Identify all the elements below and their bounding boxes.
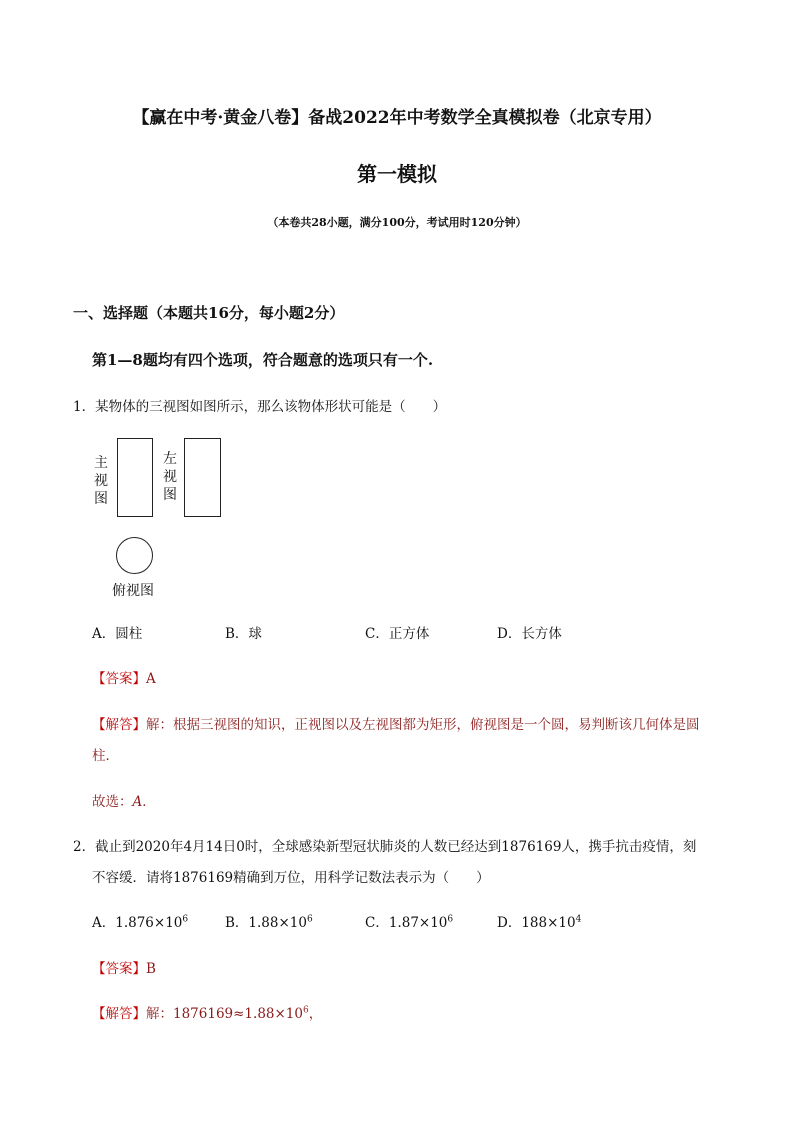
section-instruction: 第1—8题均有四个选项，符合题意的选项只有一个. (92, 351, 434, 369)
q2-answer (92, 957, 156, 977)
q2-explain-expr: 1876169≈1.88×10 (173, 1006, 303, 1022)
q1-conclusion (92, 790, 156, 810)
q1-conclusion-suffix: ． (142, 794, 156, 810)
q2-option-b-mantissa: 1.88×10 (248, 915, 307, 931)
q2-explain-tag: 【解答】 (92, 1006, 146, 1022)
q2-explain-exp: 6 (302, 1005, 309, 1016)
q2-option-d-exp: 4 (575, 914, 582, 925)
q2-answer-tag: 【答案】 (92, 961, 146, 977)
q1-explain-line1 (92, 713, 700, 733)
q1-conclusion-value: A (132, 794, 143, 810)
q1-answer-value: A (146, 671, 156, 687)
q2-stem-line2: 不容缓．请将1876169精确到万位，用科学记数法表示为（ ） (92, 870, 490, 886)
q2-option-c-mantissa: 1.87×10 (388, 915, 448, 931)
q1-stem: 1．某物体的三视图如图所示，那么该物体形状可能是（ ） (73, 399, 447, 415)
q2-answer-value: B (146, 961, 156, 977)
q2-explain (92, 1002, 322, 1022)
q2-option-a (92, 911, 188, 931)
q2-option-c (365, 911, 453, 931)
q1-explain-tag: 【解答】 (92, 717, 146, 733)
q2-option-d-prefix: D． (497, 915, 522, 931)
q2-option-d (497, 911, 581, 931)
section-heading: 一、选择题（本题共16分，每小题2分） (73, 304, 345, 322)
q1-option-d: D．长方体 (497, 626, 562, 642)
q2-stem-line1: 2．截止到2020年4月14日0时，全球感染新型冠状肺炎的人数已经达到1876169人，携手抗击疫情，刻 (73, 839, 697, 855)
exam-title: 【赢在中考·黄金八卷】备战2022年中考数学全真模拟卷（北京专用） (132, 108, 662, 128)
side-view-label: 左视图 (163, 451, 177, 503)
q2-option-b (225, 911, 313, 931)
q1-explain-line2: 柱． (92, 748, 119, 764)
q2-option-a-prefix: A． (92, 915, 116, 931)
q1-answer-tag: 【答案】 (92, 671, 146, 687)
side-view-rect (184, 438, 221, 517)
q2-option-c-prefix: C． (365, 915, 389, 931)
q2-explain-prefix: 解： (146, 1006, 173, 1022)
q1-option-a: A．圆柱 (92, 626, 143, 642)
q2-explain-suffix: ， (308, 1006, 323, 1022)
exam-subtitle: 第一模拟 (357, 162, 437, 186)
q1-conclusion-prefix: 故选： (92, 794, 133, 810)
front-view-rect (117, 438, 153, 517)
exam-note: （本卷共28小题，满分100分，考试用时120分钟） (267, 216, 527, 229)
q1-option-b: B．球 (225, 626, 262, 642)
q1-option-c: C．正方体 (365, 626, 430, 642)
top-view-label: 俯视图 (112, 583, 154, 599)
q2-option-c-exp: 6 (447, 914, 454, 925)
q2-option-b-prefix: B． (225, 915, 249, 931)
q2-option-b-exp: 6 (306, 914, 313, 925)
top-view-circle (116, 537, 153, 574)
front-view-label: 主视图 (94, 455, 108, 507)
q1-explain-text: 解：根据三视图的知识，正视图以及左视图都为矩形，俯视图是一个圆，易判断该几何体是圆 (146, 717, 700, 733)
q2-option-d-mantissa: 188×10 (521, 915, 576, 931)
q2-option-a-exp: 6 (182, 914, 189, 925)
q1-answer (92, 667, 156, 687)
q2-option-a-mantissa: 1.876×10 (115, 915, 183, 931)
